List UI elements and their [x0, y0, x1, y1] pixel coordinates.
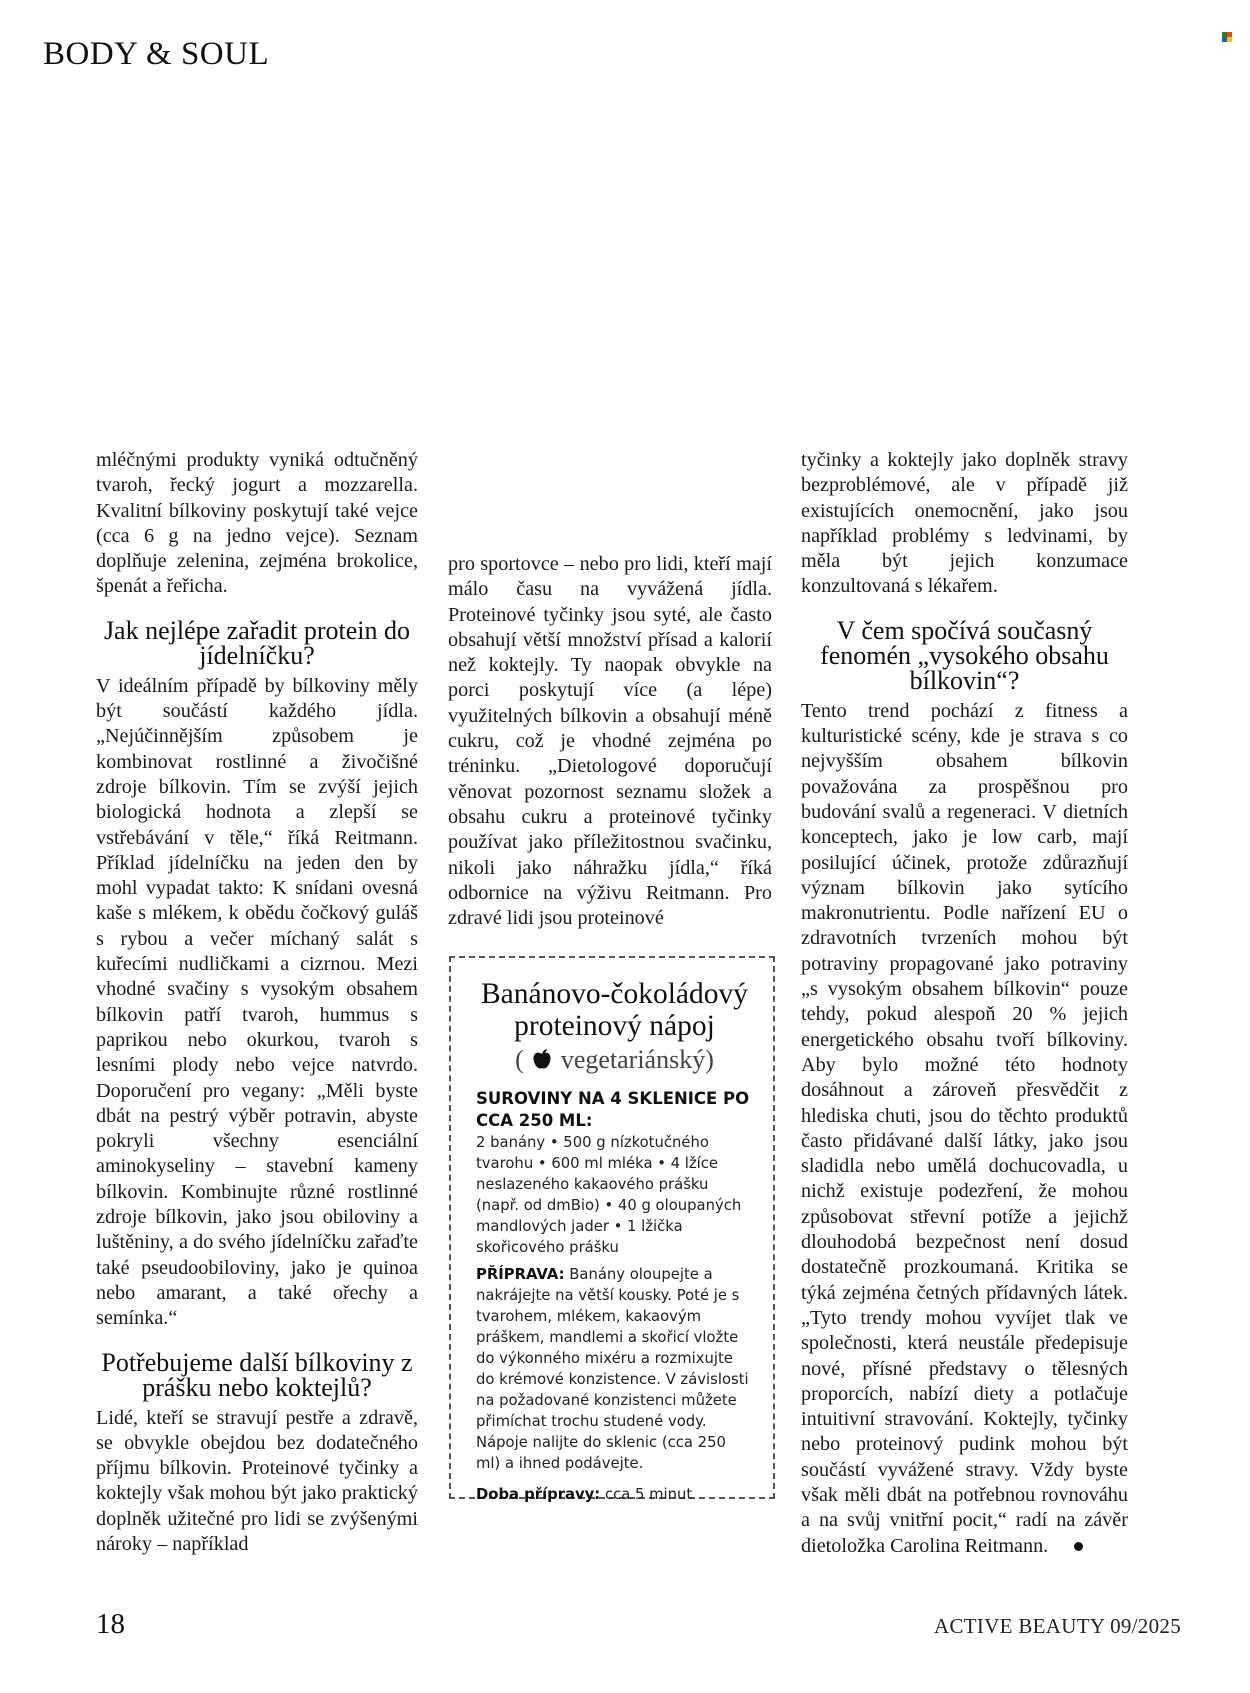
article-column-left [96, 448, 418, 1557]
prep-time [476, 1484, 753, 1505]
section-label: BODY & SOUL [43, 36, 270, 72]
body-paragraph: V ideálním případě by bílkoviny měly být součástí každého jídla. „Nejúčinnějším způsobem je kombinovat rostlinné a živočišné zdroje bílkovin. Tím se zvýší jejich biologická hodnota a zlepší se vstřebávání v těle,“ říká Reitmann. Příklad jídelníčku na jeden den by mohl vypadat takto: K snídani ovesná kaše s mlékem, k obědu čočkový guláš s rybou a večer míchaný salát s kuřecími nudličkami a cizrnou. Mezi vhodné svačiny s vysokým obsahem bílkovin patří tvaroh, hummus s paprikou nebo okurkou, tvaroh s lesními plody nebo vejce natvrdo. Doporučení pro vegany: „Měli byste dbát na pestrý výběr potravin, abyste pokryli všechny esenciální aminokyseliny – stavební kameny bílkovin. Kombinujte různé rostlinné zdroje bílkovin, jako jsou obiloviny a luštěniny, a do svého jídelníčku zařaďte také pseudoobiloviny, jako je quinoa nebo amarant, a také ořechy a semínka.“ [96, 674, 418, 1330]
ingredients-heading: SUROVINY NA 4 SKLENICE PO CCA 250 ML: [476, 1089, 750, 1131]
recipe-title: Banánovo-čokoládový proteinový nápoj [480, 978, 749, 1042]
magazine-issue: ACTIVE BEAUTY 09/2025 [934, 1614, 1181, 1638]
end-of-article-bullet-icon [1074, 1542, 1083, 1551]
corner-mark-yellow [1227, 37, 1232, 42]
body-paragraph: pro sportovce – nebo pro lidi, kteří mají málo času na vyvážená jídla. Proteinové tyčinky jsou syté, ale často obsahují větší množství přísad a kalorií než koktejly. Ty naopak obvykle na porci poskytují více (a lépe) využitelných bílkovin a obsahují méně cukru, což je vhodné zejména po tréninku. „Dietologové doporučují věnovat pozornost seznamu složek a obsahu cukru a proteinové tyčinky používat jako příležitostnou svačinku, nikoli jako náhražku jídla,“ říká odbornice na výživu Reitmann. Pro zdravé lidi jsou proteinové [448, 553, 772, 930]
article-column-right [801, 448, 1128, 1559]
article-column-middle [448, 552, 772, 931]
body-paragraph: tyčinky a koktejly jako doplněk stravy bezproblémové, ale v případě již existujících onemocnění, jako jsou například problémy s ledvinami, by měla být jejich konzumace konzultovaná s lékařem. [801, 449, 1128, 598]
subheading: Potřebujeme další bílkoviny z prášku nebo koktejlů? [101, 1347, 413, 1402]
subheading: Jak nejlépe zařadit protein do jídelníčku? [103, 615, 411, 670]
recipe-diet-tag [476, 1044, 753, 1078]
recipe-box [449, 956, 775, 1504]
body-paragraph: mléčnými produkty vyniká odtučněný tvaroh, řecký jogurt a mozzarella. Kvalitní bílkoviny poskytují také vejce (cca 6 g na jedno vejce). Seznam doplňuje zelenina, zejména brokolice, špenát a řeřicha. [96, 449, 418, 598]
preparation-label: PŘÍPRAVA: [476, 1266, 565, 1284]
body-paragraph [801, 699, 1128, 1559]
recipe-tag-text: vegetariánský) [560, 1045, 714, 1074]
recipe-tag-open: ( [515, 1045, 524, 1074]
preparation [476, 1264, 753, 1474]
body-paragraph: Lidé, kteří se stravují pestře a zdravě, se obvykle obejdou bez dodatečného příjmu bílkovin. Proteinové tyčinky a koktejly však mohou být jako praktický doplněk užitečné pro lidi se zvýšenými nároky – například [96, 1406, 418, 1555]
page-number: 18 [96, 1608, 125, 1640]
apple-icon [532, 1046, 552, 1078]
closing-paragraph-text: Tento trend pochází z fitness a kulturistické scény, kde je strava s co nejvyšším obsahem bílkovin považována za prospěšnou pro budování svalů a regeneraci. V dietních konceptech, jako je low carb, mají posilující účinek, protože zdůrazňují význam bílkovin jako sytícího makronutrientu. Podle nařízení EU o zdravotních tvrzeních mohou být potraviny propagované jako potraviny „s vysokým obsahem bílkovin“ pouze tehdy, pokud alespoň 20 % jejich energetického obsahu tvoří bílkoviny. Aby bylo možné této hodnoty dosáhnout a zároveň přesvědčit z hlediska chuti, jsou do těchto produktů často přidávané další látky, jako jsou sladidla nebo umělá dochucovadla, u nichž existuje podezření, že mohou způsobovat střevní potíže a jejichž dlouhodobá bezpečnost není dosud dostatečně prozkoumaná. Kritika se týká zejména četných přídavných látek. „Tyto trendy mohou vyvíjet tlak ve společnosti, která neustále předepisuje nové, přísné představy o tělesných proporcích, nabízí diety a potlačuje intuitivní stravování. Koktejly, tyčinky nebo proteinový pudink mohou být součástí vyvážené stravy. Vždy byste však měli dbát na potřebnou rovnováhu a na svůj vnitřní pocit,“ radí na závěr dietoložka Carolina Reitmann. [801, 699, 1128, 1557]
prep-time-value: cca 5 minut [604, 1486, 693, 1504]
ingredients-list: 2 banány • 500 g nízkotučného tvarohu • 600 ml mléka • 4 lžíce neslazeného kakaového prášku (např. od dmBio) • 40 g oloupaných mandlových jader • 1 lžička skořicového prášku [476, 1134, 742, 1257]
prep-time-label: Doba přípravy: [476, 1486, 601, 1504]
corner-color-mark [1222, 32, 1232, 42]
subheading: V čem spočívá současný fenomén „vysokého obsahu bílkovin“? [820, 615, 1109, 695]
preparation-text: Banány oloupejte a nakrájejte na větší kousky. Poté je s tvarohem, mlékem, kakaovým práškem, mandlemi a skořicí vložte do výkonného mixéru a rozmixujte do krémové konzistence. V závislosti na požadované konzistenci můžete přimíchat trochu studené vody. Nápoje nalijte do sklenic (cca 250 ml) a ihned podávejte. [476, 1266, 749, 1473]
